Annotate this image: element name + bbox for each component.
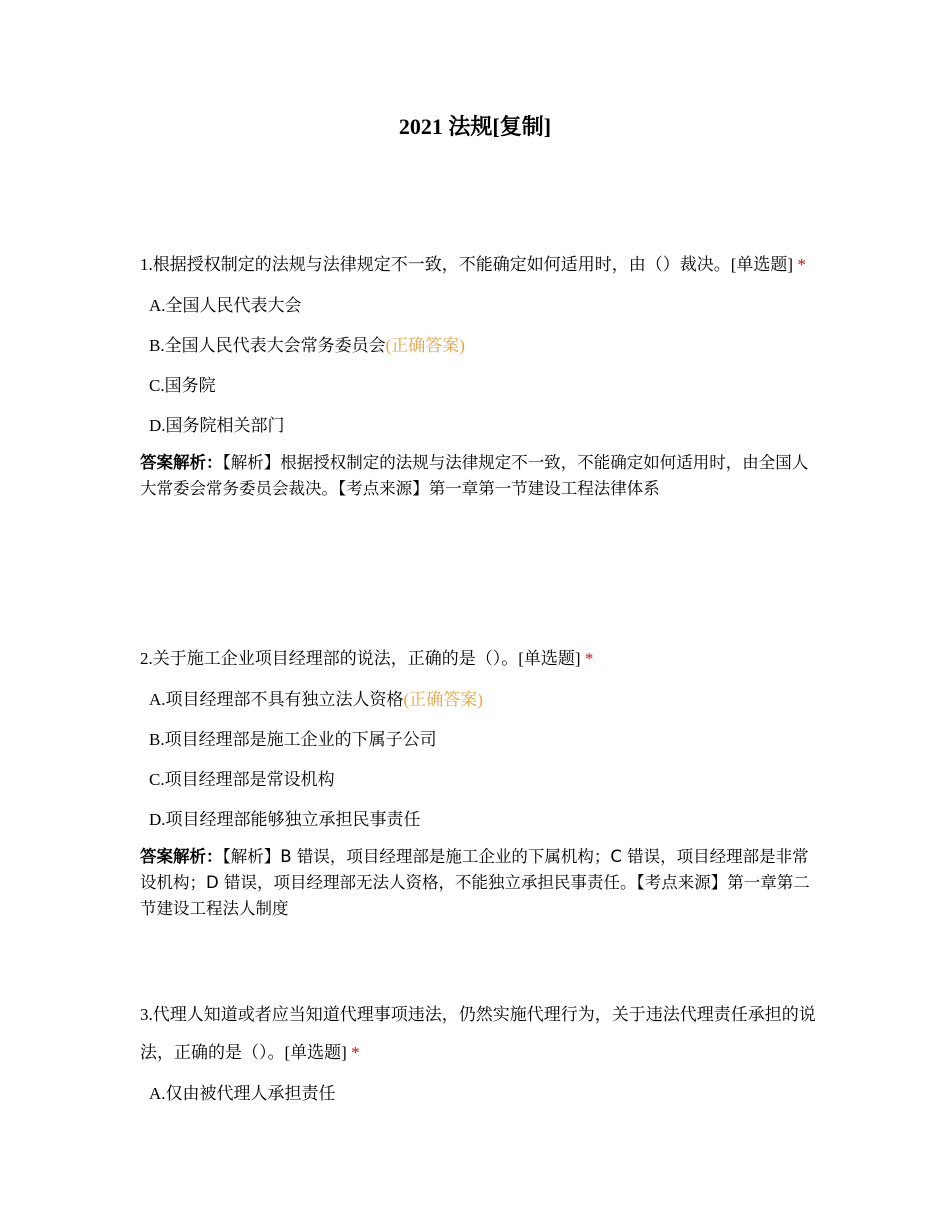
question-text: [140, 640, 820, 678]
option-label: A.全国人民代表大会: [149, 296, 302, 315]
question-2: [140, 640, 820, 922]
option-label: A.项目经理部不具有独立法人资格: [149, 690, 404, 709]
document-title: 2021 法规[复制]: [398, 114, 552, 139]
required-mark: *: [797, 255, 806, 274]
option-a[interactable]: [140, 286, 820, 326]
option-b[interactable]: [140, 326, 820, 366]
option-c[interactable]: [140, 760, 820, 800]
option-label: B.项目经理部是施工企业的下属子公司: [149, 730, 437, 749]
option-label: A.仅由被代理人承担责任: [149, 1084, 336, 1103]
answer-analysis: [140, 844, 815, 922]
option-c[interactable]: [140, 366, 820, 406]
analysis-label: 答案解析：: [140, 847, 223, 866]
option-label: D.国务院相关部门: [149, 416, 285, 435]
question-text: [140, 996, 820, 1072]
analysis-label: 答案解析：: [140, 453, 223, 472]
option-d[interactable]: [140, 800, 820, 840]
option-list: [140, 286, 820, 446]
question-stem: 1.根据授权制定的法规与法律规定不一致，不能确定如何适用时，由（）裁决。[单选题]: [140, 255, 794, 274]
answer-analysis: [140, 450, 815, 502]
correct-answer-tag: (正确答案): [385, 336, 465, 355]
option-d[interactable]: [140, 406, 820, 446]
analysis-text: 【解析】根据授权制定的法规与法律规定不一致，不能确定如何适用时，由全国人大常委会常务委员会裁决。【考点来源】第一章第一节建设工程法律体系: [140, 453, 809, 498]
option-label: C.国务院: [149, 376, 216, 395]
option-list: [140, 680, 820, 840]
question-text: [140, 246, 820, 284]
question-1: [140, 246, 820, 502]
question-stem: 2.关于施工企业项目经理部的说法，正确的是（）。[单选题]: [140, 649, 581, 668]
option-label: B.全国人民代表大会常务委员会: [149, 336, 386, 355]
question-stem: 3.代理人知道或者应当知道代理事项违法，仍然实施代理行为，关于违法代理责任承担的说法，正确的是（）。[单选题]: [140, 1005, 816, 1062]
option-label: D.项目经理部能够独立承担民事责任: [149, 810, 421, 829]
option-b[interactable]: [140, 720, 820, 760]
question-3: [140, 996, 820, 1114]
analysis-text: 【解析】B 错误，项目经理部是施工企业的下属机构；C 错误，项目经理部是非常设机构；D 错误，项目经理部无法人资格，不能独立承担民事责任。【考点来源】第一章第二节建设工程法人制度: [140, 847, 810, 918]
correct-answer-tag: (正确答案): [403, 690, 483, 709]
option-a[interactable]: [140, 1074, 820, 1114]
required-mark: *: [351, 1043, 360, 1062]
required-mark: *: [584, 649, 594, 668]
option-a[interactable]: [140, 680, 820, 720]
option-list: [140, 1074, 820, 1114]
option-label: C.项目经理部是常设机构: [149, 770, 335, 789]
